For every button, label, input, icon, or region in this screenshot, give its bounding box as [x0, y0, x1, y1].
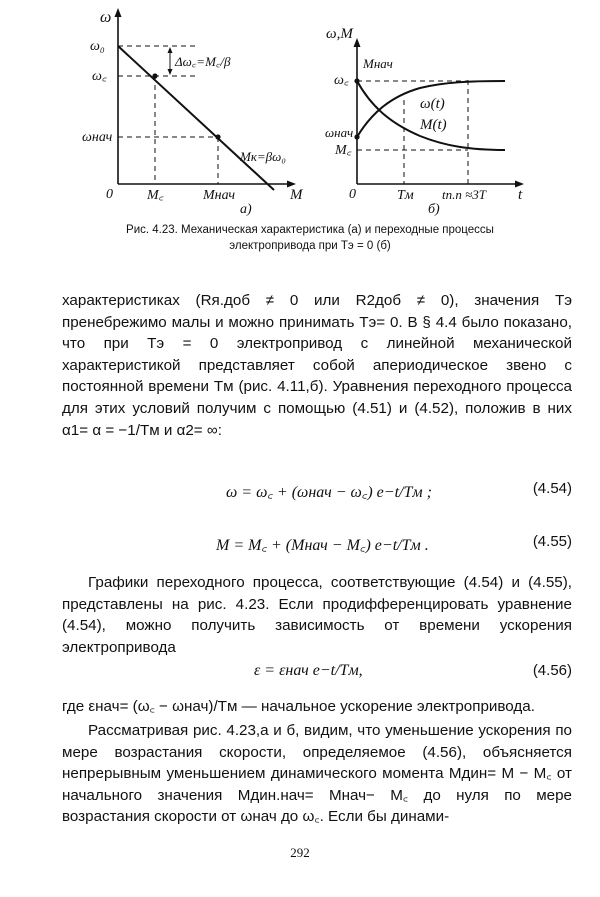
equation-4-56-expr: ε = εнач e−t/Tм, [254, 662, 363, 679]
page-number: 292 [290, 845, 310, 860]
fig-a-omegac-label: ω꜀ [92, 69, 107, 84]
caption-line-1: Рис. 4.23. Механическая характеристика (а) и переходные процессы [126, 224, 494, 236]
paragraph-1: характеристиках (Rя.доб ≠ 0 или R2доб ≠ 0), значения Tэ пренебрежимо малы и можно принимать Tэ= 0. В § 4.4 было показано, что при Tэ = 0 электропривод с линейной механической характеристикой представляет собой апериодическое звено с постоянной времени Tм (рис. 4.11,б). Уравнения переходного процесса для этих условий получим с помощью (4.51) и (4.52), положив в них α1= α = −1/Tм и α2= ∞: [62, 292, 572, 439]
figure-caption [70, 222, 550, 254]
fig-b-origin: 0 [349, 187, 356, 202]
fig-b-m-t-label: M(t) [420, 117, 447, 133]
equation-4-56-number: (4.56) [532, 662, 572, 679]
fig-a-mc-label: M꜀ [147, 188, 164, 203]
paragraph-3: где εнач= (ω꜀ − ωнач)/Tм — начальное ускорение электропривода. [62, 698, 535, 715]
paragraph-2: Графики переходного процесса, соответствующие (4.54) и (4.55), представлены на рис. 4.23. Если продифференцировать уравнение (4.54), можно получить зависимость от времени ускорения электропривода [62, 574, 572, 656]
fig-a-x-label: M [290, 187, 303, 203]
equation-4-56 [62, 660, 572, 686]
fig-b-omeganach-label: ωнач [325, 125, 354, 140]
figure-b [0, 0, 600, 220]
fig-a-sublabel: а) [240, 202, 252, 217]
fig-b-m-curve [357, 81, 505, 150]
equation-4-55-expr: M = M꜀ + (Mнач − M꜀) e−t/Tм . [216, 537, 429, 554]
fig-b-y-label: ω,M [326, 26, 353, 42]
fig-b-tm-label: Tм [397, 188, 414, 203]
fig-a-omega0-label: ω₀ [90, 39, 105, 54]
equation-4-54-expr: ω = ω꜀ + (ωнач − ω꜀) e−t/Tм ; [226, 484, 432, 501]
equation-4-54-number: (4.54) [532, 480, 572, 497]
equation-4-55-number: (4.55) [532, 533, 572, 550]
fig-b-tpp-label: tп.п ≈3T [442, 187, 486, 202]
fig-a-origin: 0 [106, 187, 113, 202]
fig-b-mnach-label: Mнач [363, 56, 393, 71]
fig-b-mc-label: M꜀ [335, 143, 352, 158]
fig-a-mnach-label: Mнач [203, 188, 236, 203]
fig-b-sublabel: б) [428, 202, 440, 217]
fig-b-point-bottom [354, 134, 359, 139]
fig-a-delta-label: Δω꜀=M꜀/β [175, 54, 231, 69]
fig-b-point-top [354, 78, 359, 83]
paragraph-4: Рассматривая рис. 4.23,а и б, видим, что уменьшение ускорения по мере возрастания скорости, определяемое (4.56), объясняется непрерывным уменьшением динамического момента Mдин= M − M꜀ от начального значения Mдин.нач= Mнач− M꜀ до нуля по мере возрастания скорости от ωнач до ω꜀. Если бы динами- [62, 722, 572, 826]
fig-b-x-label: t [518, 187, 523, 203]
caption-line-2: электропривода при Tэ = 0 (б) [229, 240, 391, 252]
fig-b-omegac-label: ω꜀ [334, 73, 349, 88]
fig-a-y-label: ω [100, 9, 112, 26]
fig-a-omeganach-label: ωнач [82, 130, 113, 145]
fig-b-omega-t-label: ω(t) [420, 96, 445, 112]
equation-4-54 [62, 478, 572, 504]
equation-4-55 [62, 531, 572, 557]
fig-b-y-arrow [354, 38, 361, 47]
fig-a-mk-label: Mк=βω₀ [240, 149, 286, 164]
